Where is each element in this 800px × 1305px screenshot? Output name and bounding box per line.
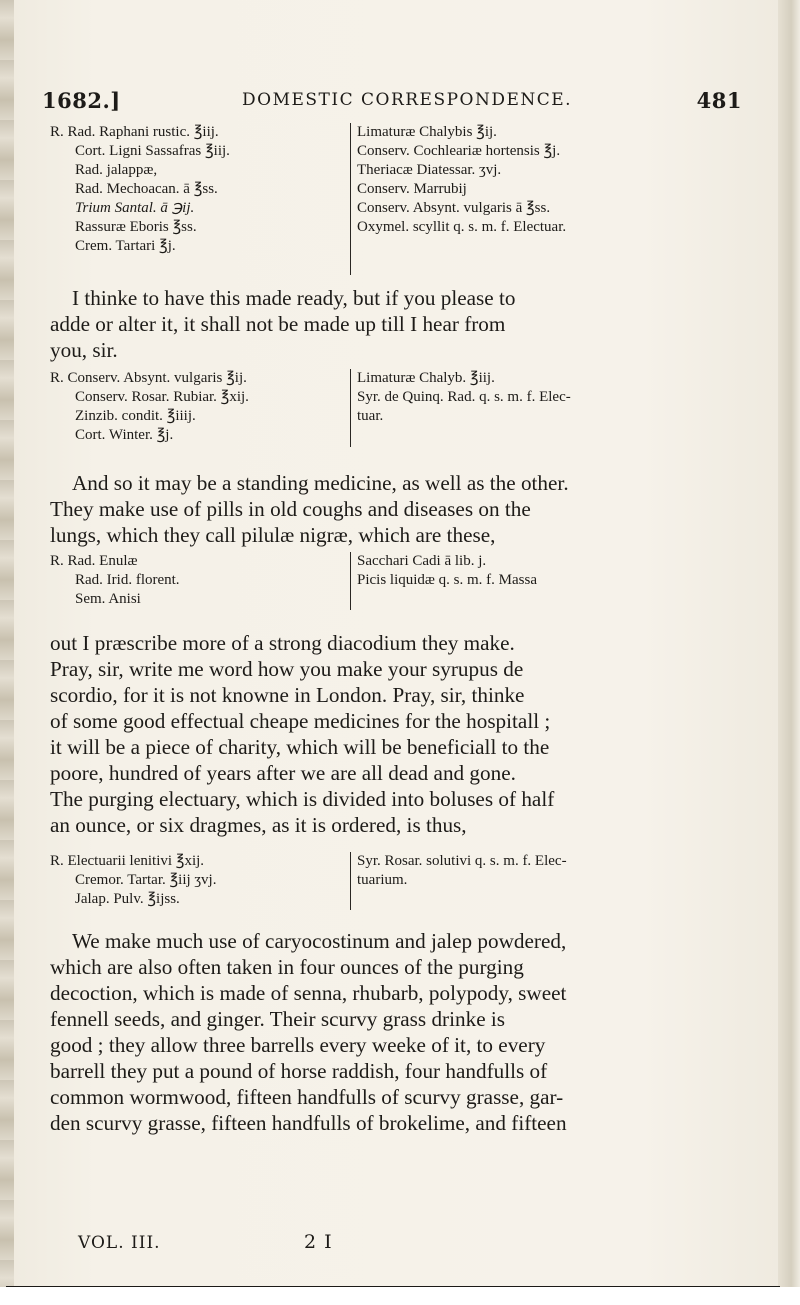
paragraph-1 [50, 285, 742, 363]
text-line: We make much use of caryocostinum and jalep powdered, [72, 929, 567, 953]
text-line: I thinke to have this made ready, but if you please to [72, 286, 516, 310]
recipe-line: Rad. jalappæ, [75, 162, 158, 178]
text-line: you, sir. [50, 338, 118, 362]
paragraph-3 [50, 630, 742, 838]
recipe-line: Cremor. Tartar. ℥iij ʒvj. [75, 872, 217, 888]
recipe-line: Trium Santal. ā ℈ij. [75, 200, 195, 216]
recipe-line: Rad. Mechoacan. ā ℥ss. [75, 181, 218, 197]
recipe-1-left-column [50, 123, 335, 256]
header-year: 1682.] [42, 88, 121, 113]
recipe-line: Crem. Tartari ℥j. [75, 238, 176, 254]
recipe-line: Picis liquidæ q. s. m. f. Massa [357, 572, 538, 588]
text-line: out I præscribe more of a strong diacodium they make. [50, 631, 515, 655]
recipe-line: Syr. de Quinq. Rad. q. s. m. f. Elec- [357, 389, 571, 405]
recipe-block-3 [50, 552, 740, 612]
recipe-1-right-column [350, 123, 747, 275]
scan-margin [0, 1287, 800, 1305]
text-line: which are also often taken in four ounces of the purging [50, 955, 524, 979]
recipe-2-left-column [50, 369, 335, 445]
recipe-line: Cort. Winter. ℥j. [75, 427, 174, 443]
text-line: common wormwood, fifteen handfulls of scurvy grasse, gar- [50, 1085, 564, 1109]
recipe-3-left-column [50, 552, 335, 609]
recipe-line: tuarium. [357, 872, 408, 888]
recipe-4-right-column [350, 852, 747, 910]
recipe-3-right-column [350, 552, 747, 610]
recipe-block-2 [50, 369, 740, 449]
text-line: decoction, which is made of senna, rhubarb, polypody, sweet [50, 981, 567, 1005]
recipe-line: Limaturæ Chalyb. ℥iij. [357, 370, 495, 386]
text-line: of some good effectual cheape medicines for the hospitall ; [50, 709, 551, 733]
recipe-line: tuar. [357, 408, 384, 424]
recipe-line: R. Rad. Enulæ [50, 553, 138, 569]
text-line: barrell they put a pound of horse raddish, four handfulls of [50, 1059, 548, 1083]
recipe-line: Sem. Anisi [75, 591, 141, 607]
page-header [42, 88, 742, 118]
recipe-line: Limaturæ Chalybis ℥ij. [357, 124, 497, 140]
recipe-line: Rad. Irid. florent. [75, 572, 180, 588]
recipe-line: R. Electuarii lenitivi ℥xij. [50, 853, 205, 869]
recipe-line: Conserv. Marrubij [357, 181, 467, 197]
page-number: 481 [696, 88, 742, 113]
text-line: The purging electuary, which is divided into boluses of half [50, 787, 555, 811]
recipe-line: Jalap. Pulv. ℥ijss. [75, 891, 180, 907]
recipe-block-1 [50, 123, 740, 263]
text-line: poore, hundred of years after we are all dead and gone. [50, 761, 516, 785]
recipe-line: Conserv. Absynt. vulgaris ā ℥ss. [357, 200, 551, 216]
text-line: den scurvy grasse, fifteen handfulls of brokelime, and fifteen [50, 1111, 567, 1135]
recipe-line: Theriacæ Diatessar. ʒvj. [357, 162, 502, 178]
page-edge [778, 0, 800, 1305]
recipe-line: Zinzib. condit. ℥iiij. [75, 408, 196, 424]
recipe-2-right-column [350, 369, 747, 447]
recipe-line: Rassuræ Eboris ℥ss. [75, 219, 197, 235]
text-line: an ounce, or six dragmes, as it is ordered, is thus, [50, 813, 467, 837]
recipe-block-4 [50, 852, 740, 912]
recipe-line: Oxymel. scyllit q. s. m. f. Electuar. [357, 219, 567, 235]
signature-mark: 2 I [304, 1231, 333, 1253]
text-line: And so it may be a standing medicine, as well as the other. [72, 471, 569, 495]
paragraph-4 [50, 928, 742, 1136]
recipe-line: Syr. Rosar. solutivi q. s. m. f. Elec- [357, 853, 567, 869]
recipe-4-left-column [50, 852, 335, 909]
page-footer [78, 1233, 478, 1259]
recipe-line: Conserv. Cochleariæ hortensis ℥j. [357, 143, 561, 159]
running-title: DOMESTIC CORRESPONDENCE. [242, 90, 573, 110]
text-line: good ; they allow three barrells every weeke of it, to every [50, 1033, 546, 1057]
text-line: it will be a piece of charity, which will be beneficiall to the [50, 735, 550, 759]
recipe-line: Sacchari Cadi ā lib. j. [357, 553, 487, 569]
text-line: adde or alter it, it shall not be made up till I hear from [50, 312, 506, 336]
text-line: They make use of pills in old coughs and diseases on the [50, 497, 531, 521]
paragraph-2 [50, 470, 742, 548]
text-line: fennell seeds, and ginger. Their scurvy grass drinke is [50, 1007, 506, 1031]
page-binding-shadow [0, 0, 14, 1305]
text-line: scordio, for it is not knowne in London. Pray, sir, thinke [50, 683, 525, 707]
recipe-line: R. Rad. Raphani rustic. ℥iij. [50, 124, 219, 140]
recipe-line: Cort. Ligni Sassafras ℥iij. [75, 143, 230, 159]
text-line: lungs, which they call pilulæ nigræ, which are these, [50, 523, 496, 547]
volume-label: VOL. III. [78, 1233, 161, 1253]
recipe-line: Conserv. Rosar. Rubiar. ℥xij. [75, 389, 249, 405]
recipe-line: R. Conserv. Absynt. vulgaris ℥ij. [50, 370, 247, 386]
text-line: Pray, sir, write me word how you make your syrupus de [50, 657, 524, 681]
